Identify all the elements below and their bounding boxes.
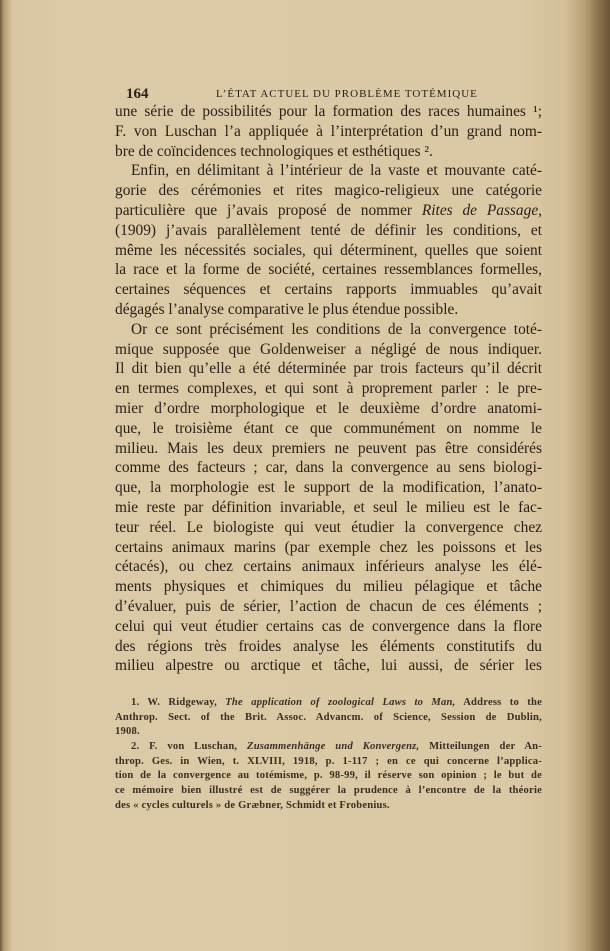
body-line	[115, 161, 542, 181]
text-segment: mique supposée que Goldenweiser a négligé de nous indiquer.	[115, 340, 542, 358]
text-segment: particulière que j’avais proposé de nommer	[115, 201, 422, 219]
text-segment: mier d’ordre morphologique et le deuxième d’ordre anatomi-	[115, 399, 542, 417]
text-segment: Il dit bien qu’elle a été déterminée par trois facteurs qu’il décrit	[115, 360, 542, 378]
body-line	[115, 359, 542, 379]
italic-text: Rites de Passage,	[421, 201, 542, 219]
text-segment: certaines séquences et certains rapports immuables qu’avait	[115, 281, 542, 299]
body-line	[115, 181, 542, 201]
text-segment: dégagés l’analyse comparative le plus étendue possible.	[115, 300, 459, 318]
text-segment: des régions très froides analyse les éléments constitutifs du	[115, 637, 542, 655]
body-line	[115, 241, 542, 261]
text-segment: Address to the	[455, 697, 542, 708]
body-line	[115, 498, 542, 518]
text-segment: celui qui veut étudier certains cas de convergence dans la flore	[115, 617, 542, 635]
text-segment: ments physiques et chimiques du milieu pélagique et tâche	[115, 578, 542, 596]
text-segment: Mitteilungen der An-	[419, 741, 543, 753]
footnote-line	[115, 769, 542, 784]
text-segment: comme des facteurs ; car, dans la convergence au sens biologi-	[115, 459, 542, 477]
text-segment: throp. Ges. in Wien, t. XLVIII, 1918, p. 1-117 ; en ce qui concerne l’applica-	[115, 755, 542, 767]
text-segment: Anthrop. Sect. of the Brit. Assoc. Advancm. of Science, Session de Dublin,	[115, 711, 542, 723]
text-segment: même les nécessités sociales, qui déterminent, quelles que soient	[115, 241, 542, 259]
italic-text: The application of zoological Laws to Man,	[225, 697, 456, 708]
body-line	[115, 300, 542, 320]
body-line	[115, 597, 542, 617]
body-line	[115, 656, 542, 676]
body-line	[115, 399, 542, 419]
text-segment: Enfin, en délimitant à l’intérieur de la vaste et mouvante caté-	[131, 162, 542, 180]
footnote-line	[115, 740, 542, 755]
body-line	[115, 260, 542, 280]
body-line	[115, 419, 542, 439]
text-segment: 1908.	[115, 726, 140, 738]
footnote-line	[115, 799, 542, 814]
text-segment: ce mémoire bien illustré est de suggérer la prudence à l’encontre de la théorie	[115, 785, 542, 797]
body-line	[115, 379, 542, 399]
body-line	[115, 557, 542, 577]
running-title: L’ÉTAT ACTUEL DU PROBLÈME TOTÉMIQUE	[216, 88, 478, 100]
text-segment: bre de coïncidences technologiques et esthétiques ².	[115, 142, 433, 160]
body-line	[115, 458, 542, 478]
text-segment: teur réel. Le biologiste qui veut étudier la convergence chez	[115, 518, 542, 536]
body-line	[115, 478, 542, 498]
body-line	[115, 577, 542, 597]
body-line	[115, 102, 542, 122]
text-segment: milieu alpestre ou arctique et tâche, lui aussi, de sérier les	[115, 657, 542, 675]
text-segment: la race et la forme de société, certaines ressemblances formelles,	[115, 261, 542, 279]
text-segment: (1909) j’avais parallèlement tenté de définir les conditions, et	[115, 221, 542, 239]
text-segment: tion de la convergence au totémisme, p. 98-99, il réserve son opinion ; le but de	[115, 770, 542, 782]
footnote-line	[115, 755, 542, 770]
text-segment: que, la morphologie est le support de la modification, l’anato-	[115, 479, 542, 497]
page-number: 164	[126, 86, 149, 102]
body-line	[115, 538, 542, 558]
text-segment: en termes complexes, et qui sont à proprement parler : le pre-	[115, 380, 542, 398]
text-segment: une série de possibilités pour la formation des races humaines ¹;	[115, 103, 542, 120]
footnote-line	[115, 784, 542, 799]
body-line	[115, 439, 542, 459]
footnote-line	[115, 711, 542, 726]
text-segment: certains animaux marins (par exemple chez les poissons et les	[115, 538, 542, 556]
body-line	[115, 280, 542, 300]
text-segment: gorie des cérémonies et rites magico-religieux une catégorie	[115, 182, 542, 200]
body-line	[115, 340, 542, 360]
footnotes	[115, 696, 542, 814]
text-segment: F. von Luschan l’a appliquée à l’interprétation d’un grand nom-	[115, 122, 542, 140]
text-segment: 1. W. Ridgeway,	[131, 697, 226, 708]
text-segment: 2. F. von Luschan,	[131, 741, 248, 753]
body-line	[115, 617, 542, 637]
text-segment: des « cycles culturels » de Græbner, Schmidt et Frobenius.	[115, 799, 390, 811]
text-segment: mie reste par définition invariable, et seul le milieu est le fac-	[115, 498, 542, 516]
body-line	[115, 518, 542, 538]
footnote-line	[115, 725, 542, 740]
body-line	[115, 142, 542, 162]
footnote-line	[115, 696, 542, 711]
body-line	[115, 221, 542, 241]
body-line	[115, 122, 542, 142]
body-line	[115, 320, 542, 340]
text-segment: d’évaluer, puis de sérier, l’action de chacun de ces éléments ;	[115, 597, 542, 615]
text-segment: milieu. Mais les deux premiers ne peuvent pas être considérés	[115, 439, 542, 457]
text-segment: que, le troisième étant ce que communément on nomme le	[115, 419, 542, 437]
body-line	[115, 201, 542, 221]
italic-text: Zusammenhänge und Konvergenz,	[247, 741, 420, 753]
text-segment: cétacés), ou chez certains animaux inférieurs analyse les élé-	[115, 558, 542, 576]
text-segment: Or ce sont précisément les conditions de la convergence toté-	[131, 320, 542, 338]
body-text	[115, 102, 542, 676]
body-line	[115, 637, 542, 657]
